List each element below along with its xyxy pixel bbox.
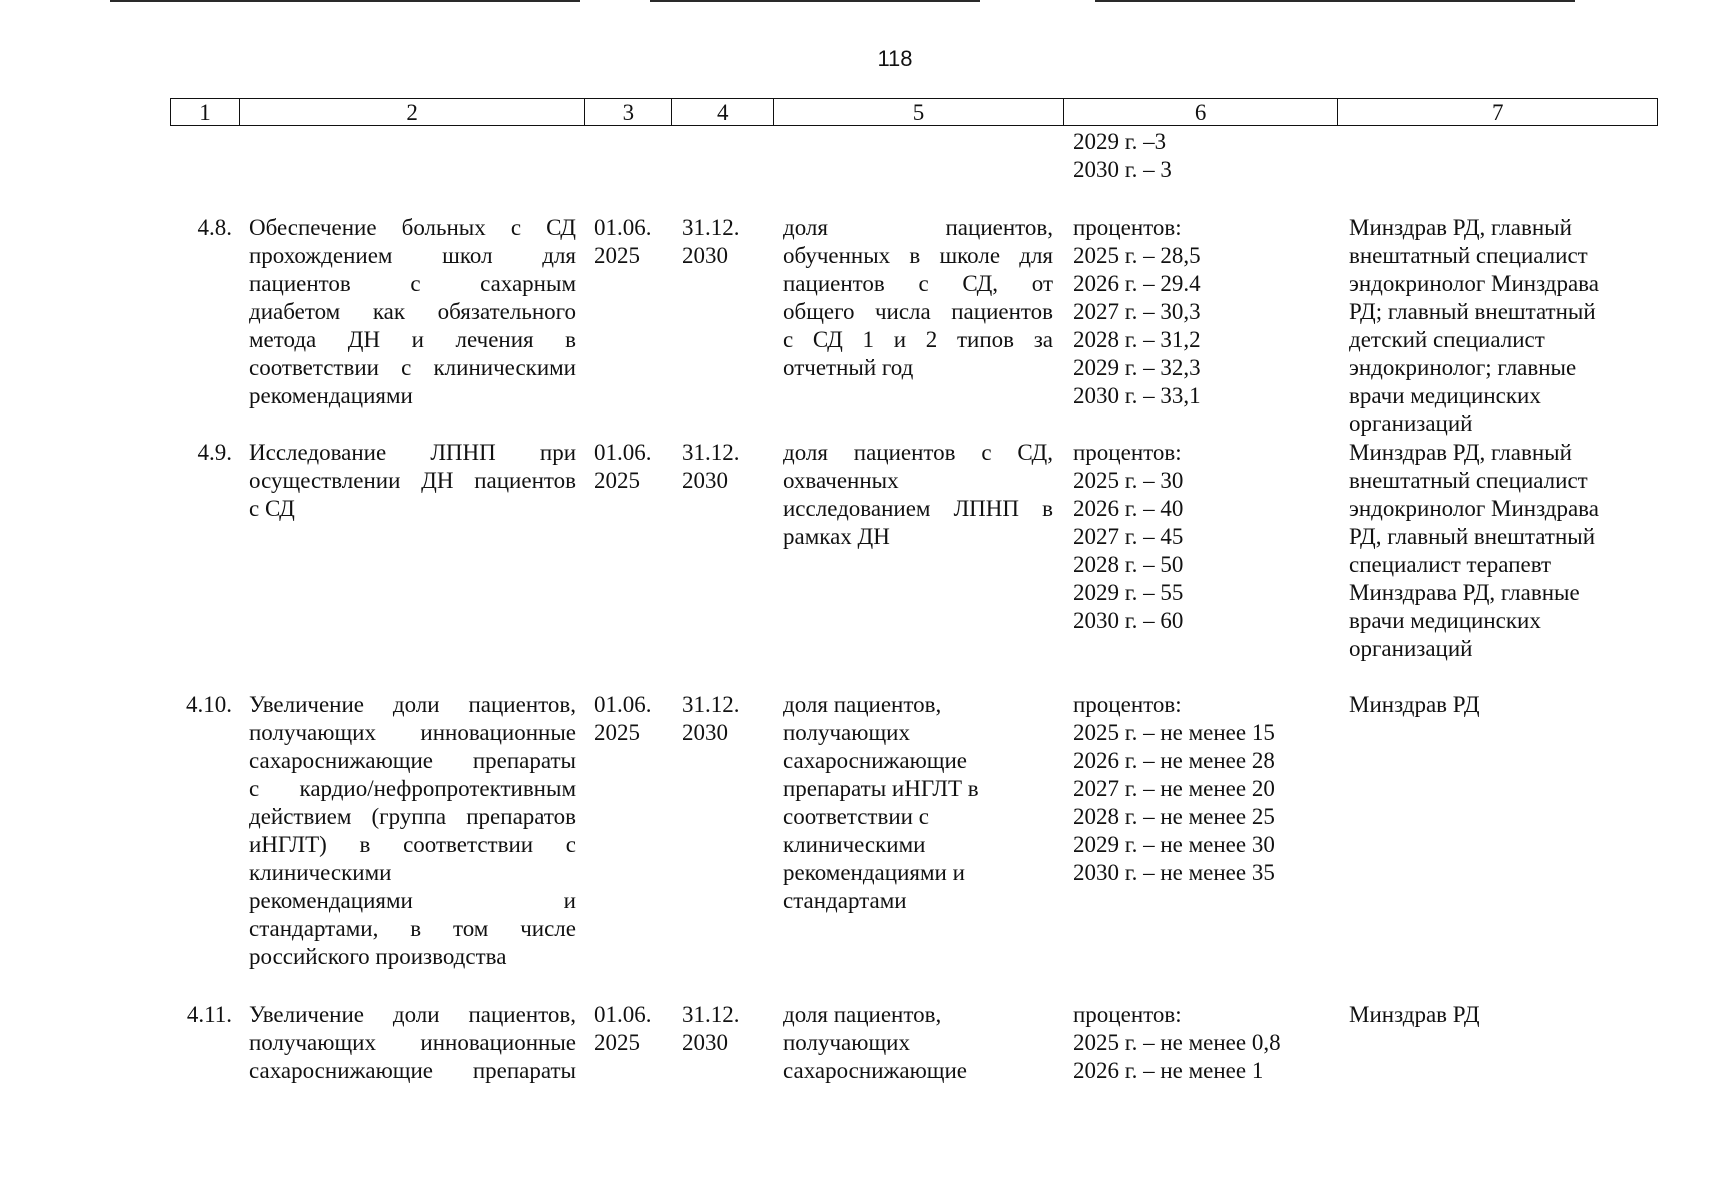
- indicator-line: сахароснижающие: [783, 748, 968, 773]
- header-col-4: 4: [672, 99, 774, 125]
- responsible-line: эндокринолог; главные: [1349, 355, 1577, 380]
- indicator-line: доля пациентов,: [783, 1002, 942, 1027]
- scan-edge-line: [650, 0, 980, 2]
- activity-line: пациентов с сахарным: [249, 271, 576, 296]
- value-line: 2025 г. – 30: [1073, 468, 1184, 493]
- activity-line: получающих инновационные: [249, 720, 576, 745]
- indicator-line: обученных в школе для: [783, 243, 1053, 268]
- start-date-cell: [594, 1001, 664, 1057]
- activity-cell: [249, 1001, 576, 1085]
- value-line: 2028 г. – 31,2: [1073, 327, 1201, 352]
- indicator-line: соответствии с: [783, 804, 929, 829]
- value-line: 2027 г. – 45: [1073, 524, 1184, 549]
- responsible-line: эндокринолог Минздрава: [1349, 271, 1599, 296]
- indicator-line: сахароснижающие: [783, 1058, 968, 1083]
- value-line: процентов:: [1073, 440, 1182, 465]
- responsible-line: Минздрав РД, главный: [1349, 440, 1572, 465]
- start-date-line: 2025: [594, 720, 640, 745]
- responsible-line: врачи медицинских: [1349, 608, 1541, 633]
- activity-cell: [249, 691, 576, 971]
- activity-cell: [249, 439, 576, 523]
- indicator-line: стандартами: [783, 888, 907, 913]
- end-date-cell: [682, 214, 762, 270]
- end-date-cell: [682, 1001, 762, 1057]
- indicator-cell: [783, 691, 1053, 915]
- indicator-cell: [783, 1001, 1053, 1085]
- value-line: 2029 г. – не менее 30: [1073, 832, 1275, 857]
- scan-edge-line: [110, 0, 580, 2]
- indicator-line: рамках ДН: [783, 524, 890, 549]
- activity-line: диабетом как обязательного: [249, 299, 576, 324]
- indicator-line: отчетный год: [783, 355, 914, 380]
- values-cell: [1073, 214, 1333, 410]
- start-date-line: 01.06.: [594, 215, 652, 240]
- end-date-line: 2030: [682, 1030, 728, 1055]
- start-date-line: 01.06.: [594, 692, 652, 717]
- indicator-line: получающих: [783, 720, 910, 745]
- value-line: 2028 г. – не менее 25: [1073, 804, 1275, 829]
- activity-line: с СД: [249, 496, 295, 521]
- activity-line: прохождением школ для: [249, 243, 576, 268]
- value-line: 2029 г. – 55: [1073, 580, 1184, 605]
- value-line: 2030 г. – 60: [1073, 608, 1184, 633]
- value-line: 2026 г. – не менее 28: [1073, 748, 1275, 773]
- activity-cell: [249, 214, 576, 410]
- activity-line: соответствии с клиническими: [249, 355, 576, 380]
- row-number: 4.8.: [197, 215, 232, 240]
- start-date-cell: [594, 691, 664, 747]
- responsible-line: детский специалист: [1349, 327, 1545, 352]
- indicator-line: пациентов с СД, от: [783, 271, 1053, 296]
- responsible-cell: [1349, 691, 1658, 719]
- responsible-line: РД; главный внештатный: [1349, 299, 1596, 324]
- header-col-5: 5: [774, 99, 1064, 125]
- indicator-line: клиническими: [783, 832, 926, 857]
- row-number: 4.10.: [186, 692, 232, 717]
- indicator-line: общего числа пациентов: [783, 299, 1053, 324]
- indicator-cell: [783, 439, 1053, 551]
- indicator-line: доля пациентов,: [783, 215, 1053, 240]
- responsible-line: внештатный специалист: [1349, 243, 1588, 268]
- indicator-line: рекомендациями и: [783, 860, 965, 885]
- responsible-line: врачи медицинских: [1349, 383, 1541, 408]
- responsible-cell: [1349, 1001, 1658, 1029]
- activity-line: сахароснижающие препараты: [249, 748, 576, 773]
- activity-line: клиническими: [249, 860, 392, 885]
- value-line: 2030 г. – 33,1: [1073, 383, 1201, 408]
- value-line: процентов:: [1073, 692, 1182, 717]
- start-date-line: 2025: [594, 1030, 640, 1055]
- indicator-line: доля пациентов,: [783, 692, 942, 717]
- responsible-line: специалист терапевт: [1349, 552, 1552, 577]
- value-line: 2027 г. – не менее 20: [1073, 776, 1275, 801]
- activity-line: российского производства: [249, 944, 507, 969]
- end-date-line: 2030: [682, 720, 728, 745]
- table-header: [170, 98, 1658, 126]
- responsible-line: Минздрав РД: [1349, 1002, 1480, 1027]
- row-number: 4.9.: [197, 440, 232, 465]
- indicator-line: исследованием ЛПНП в: [783, 496, 1053, 521]
- activity-line: иНГЛТ) в соответствии с: [249, 832, 576, 857]
- value-line: 2027 г. – 30,3: [1073, 299, 1201, 324]
- activity-line: действием (группа препаратов: [249, 804, 576, 829]
- responsible-line: Минздрава РД, главные: [1349, 580, 1580, 605]
- activity-line: Увеличение доли пациентов,: [249, 1002, 576, 1027]
- row-number: 4.11.: [186, 1002, 232, 1027]
- indicator-line: с СД 1 и 2 типов за: [783, 327, 1053, 352]
- value-line: 2026 г. – 29.4: [1073, 271, 1201, 296]
- header-col-2: 2: [240, 99, 586, 125]
- values-cell: [1073, 691, 1333, 887]
- start-date-line: 2025: [594, 243, 640, 268]
- values-cell: [1073, 1001, 1333, 1085]
- activity-line: с кардио/нефропротективным: [249, 776, 576, 801]
- indicator-line: доля пациентов с СД,: [783, 440, 1053, 465]
- responsible-line: Минздрав РД: [1349, 692, 1480, 717]
- activity-line: Увеличение доли пациентов,: [249, 692, 576, 717]
- value-line: 2028 г. – 50: [1073, 552, 1184, 577]
- value-line: процентов:: [1073, 215, 1182, 240]
- activity-line: сахароснижающие препараты: [249, 1058, 576, 1083]
- activity-line: рекомендациями: [249, 383, 413, 408]
- responsible-line: внештатный специалист: [1349, 468, 1588, 493]
- end-date-line: 2030: [682, 468, 728, 493]
- value-line: 2026 г. – не менее 1: [1073, 1058, 1264, 1083]
- indicator-cell: [783, 214, 1053, 382]
- start-date-line: 2025: [594, 468, 640, 493]
- activity-line: получающих инновационные: [249, 1030, 576, 1055]
- end-date-line: 31.12.: [682, 440, 740, 465]
- header-col-7: 7: [1491, 100, 1504, 125]
- header-col-6: 6: [1064, 99, 1339, 125]
- value-line: 2025 г. – не менее 15: [1073, 720, 1275, 745]
- responsible-line: Минздрав РД, главный: [1349, 215, 1572, 240]
- value-line: 2029 г. –3: [1073, 129, 1167, 154]
- activity-line: Обеспечение больных с СД: [249, 215, 576, 240]
- value-line: 2030 г. – не менее 35: [1073, 860, 1275, 885]
- end-date-line: 2030: [682, 243, 728, 268]
- values-cell: [1073, 439, 1333, 635]
- scan-edge-line: [1095, 0, 1575, 2]
- indicator-line: получающих: [783, 1030, 910, 1055]
- activity-line: Исследование ЛПНП при: [249, 440, 576, 465]
- indicator-line: препараты иНГЛТ в: [783, 776, 979, 801]
- value-line: 2025 г. – 28,5: [1073, 243, 1201, 268]
- responsible-line: организаций: [1349, 411, 1473, 436]
- responsible-line: РД, главный внештатный: [1349, 524, 1596, 549]
- value-line: процентов:: [1073, 1002, 1182, 1027]
- activity-line: рекомендациями и: [249, 888, 576, 913]
- activity-line: осуществлении ДН пациентов: [249, 468, 576, 493]
- end-date-cell: [682, 439, 762, 495]
- value-line: 2026 г. – 40: [1073, 496, 1184, 521]
- end-date-line: 31.12.: [682, 215, 740, 240]
- activity-line: стандартами, в том числе: [249, 916, 576, 941]
- value-line: 2025 г. – не менее 0,8: [1073, 1030, 1281, 1055]
- page-number: 118: [877, 46, 913, 71]
- responsible-cell: [1349, 439, 1658, 663]
- continued-values-cell: [1073, 128, 1333, 184]
- header-col-3: 3: [585, 99, 672, 125]
- end-date-cell: [682, 691, 762, 747]
- start-date-cell: [594, 214, 664, 270]
- activity-line: метода ДН и лечения в: [249, 327, 576, 352]
- value-line: 2030 г. – 3: [1073, 157, 1172, 182]
- end-date-line: 31.12.: [682, 1002, 740, 1027]
- value-line: 2029 г. – 32,3: [1073, 355, 1201, 380]
- start-date-line: 01.06.: [594, 440, 652, 465]
- end-date-line: 31.12.: [682, 692, 740, 717]
- indicator-line: охваченных: [783, 468, 899, 493]
- responsible-cell: [1349, 214, 1658, 438]
- start-date-cell: [594, 439, 664, 495]
- start-date-line: 01.06.: [594, 1002, 652, 1027]
- responsible-line: организаций: [1349, 636, 1473, 661]
- header-col-1: 1: [171, 99, 240, 125]
- responsible-line: эндокринолог Минздрава: [1349, 496, 1599, 521]
